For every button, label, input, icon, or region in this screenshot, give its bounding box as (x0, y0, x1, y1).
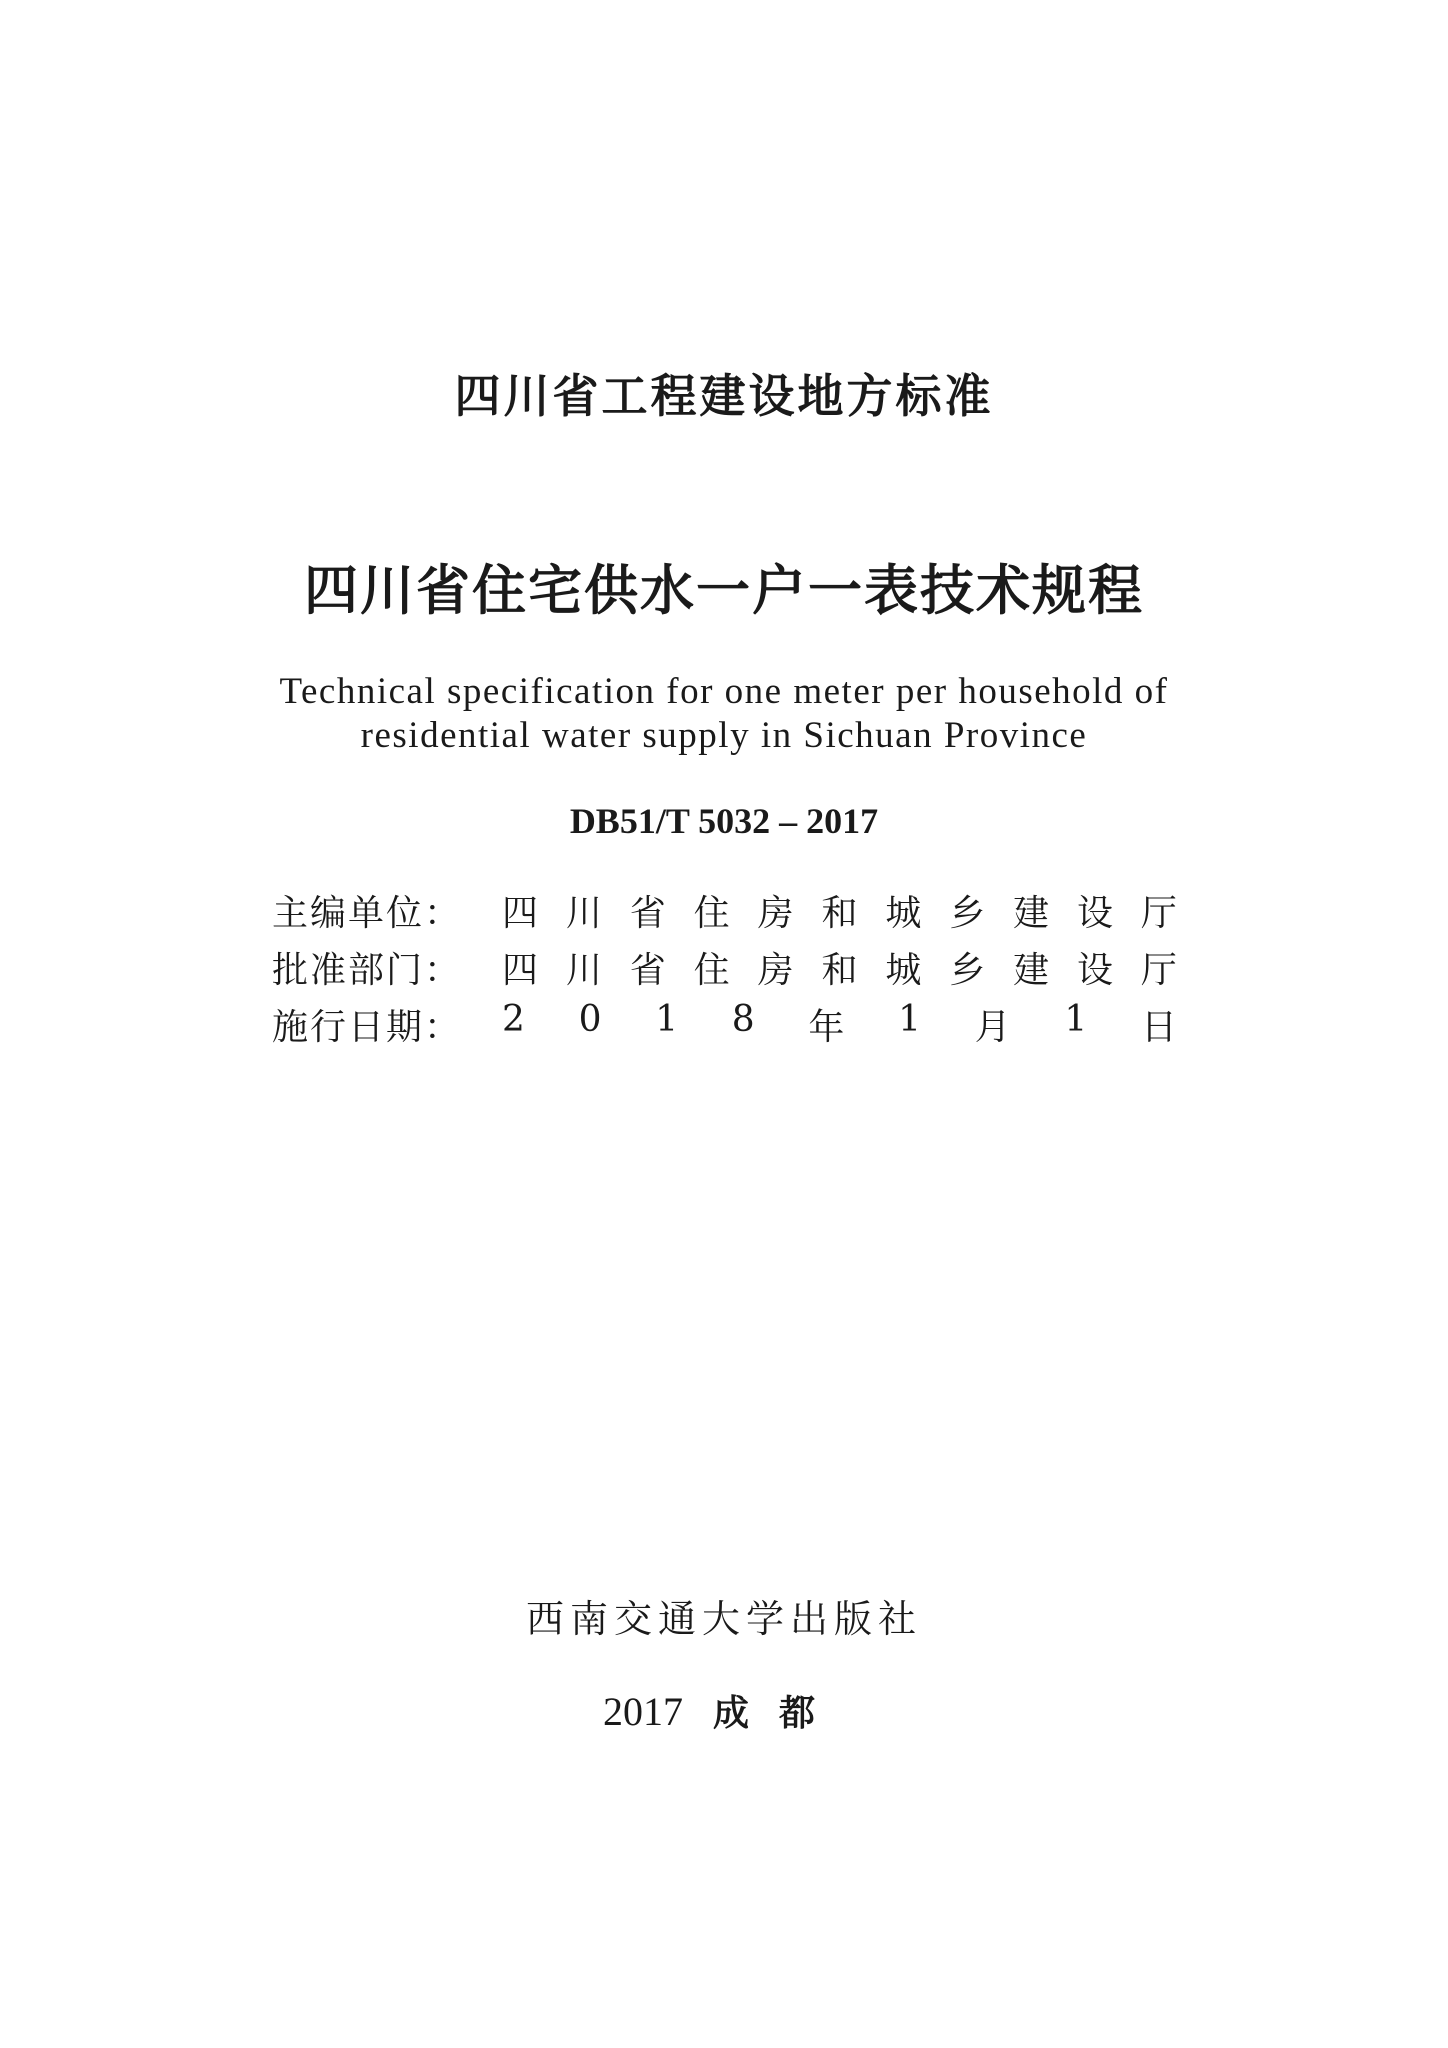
series-title: 四川省工程建设地方标准 (454, 369, 994, 423)
document-title: 四川省住宅供水一户一表技术规程 (304, 559, 1144, 622)
english-title-line-1: Technical specification for one meter per household of (279, 671, 1169, 712)
info-value-char: 房 (757, 893, 794, 934)
info-value-char: 川 (565, 893, 602, 934)
info-value-char: 和 (821, 950, 858, 991)
info-value-char: 2 (502, 999, 525, 1040)
info-value-char: 乡 (949, 950, 986, 991)
info-value-char: 城 (885, 893, 922, 934)
info-value-char: 四 (502, 893, 539, 934)
info-value-char: 设 (1077, 893, 1114, 934)
info-value-char: 省 (629, 893, 666, 934)
info-row-effective-date (272, 996, 1177, 1053)
info-value-char: 设 (1077, 950, 1114, 991)
info-row-editor (272, 882, 1177, 939)
info-value-char: 月 (974, 1007, 1011, 1048)
info-value-char: 8 (731, 999, 755, 1040)
info-value-char: 城 (885, 950, 922, 991)
english-title (0, 670, 1448, 758)
standard-code: DB51/T 5032 – 2017 (569, 801, 879, 841)
info-label: 主编单位： (272, 893, 463, 934)
info-value (502, 999, 1177, 1050)
info-value-char: 四 (502, 950, 539, 991)
info-value-char: 1 (898, 999, 921, 1040)
publisher-name: 西南交通大学出版社 (525, 1597, 922, 1641)
info-value-char: 和 (821, 893, 858, 934)
info-value-char: 房 (757, 950, 794, 991)
imprint-year: 2017 (602, 1689, 683, 1734)
info-row-approver (272, 939, 1177, 996)
info-value-char: 住 (693, 893, 730, 934)
info-table (272, 882, 1177, 1053)
info-value-char: 建 (1013, 950, 1050, 991)
imprint (0, 1685, 1448, 1736)
imprint-city: 成都 (712, 1693, 845, 1734)
english-title-line-2: residential water supply in Sichuan Province (360, 715, 1088, 756)
info-value-char: 省 (629, 950, 666, 991)
info-value (502, 942, 1177, 993)
info-label: 批准部门： (272, 950, 463, 991)
info-value-char: 厅 (1140, 950, 1177, 991)
info-value (502, 885, 1177, 936)
info-value-char: 川 (565, 950, 602, 991)
info-value-char: 1 (655, 999, 679, 1040)
info-value-char: 0 (578, 999, 602, 1040)
info-value-char: 厅 (1140, 893, 1177, 934)
info-value-char: 1 (1064, 999, 1088, 1040)
info-label: 施行日期： (272, 1007, 463, 1048)
info-value-char: 日 (1140, 1007, 1177, 1048)
info-value-char: 住 (693, 950, 730, 991)
info-value-char: 建 (1013, 893, 1050, 934)
info-value-char: 乡 (949, 893, 986, 934)
info-value-char: 年 (808, 1007, 845, 1048)
